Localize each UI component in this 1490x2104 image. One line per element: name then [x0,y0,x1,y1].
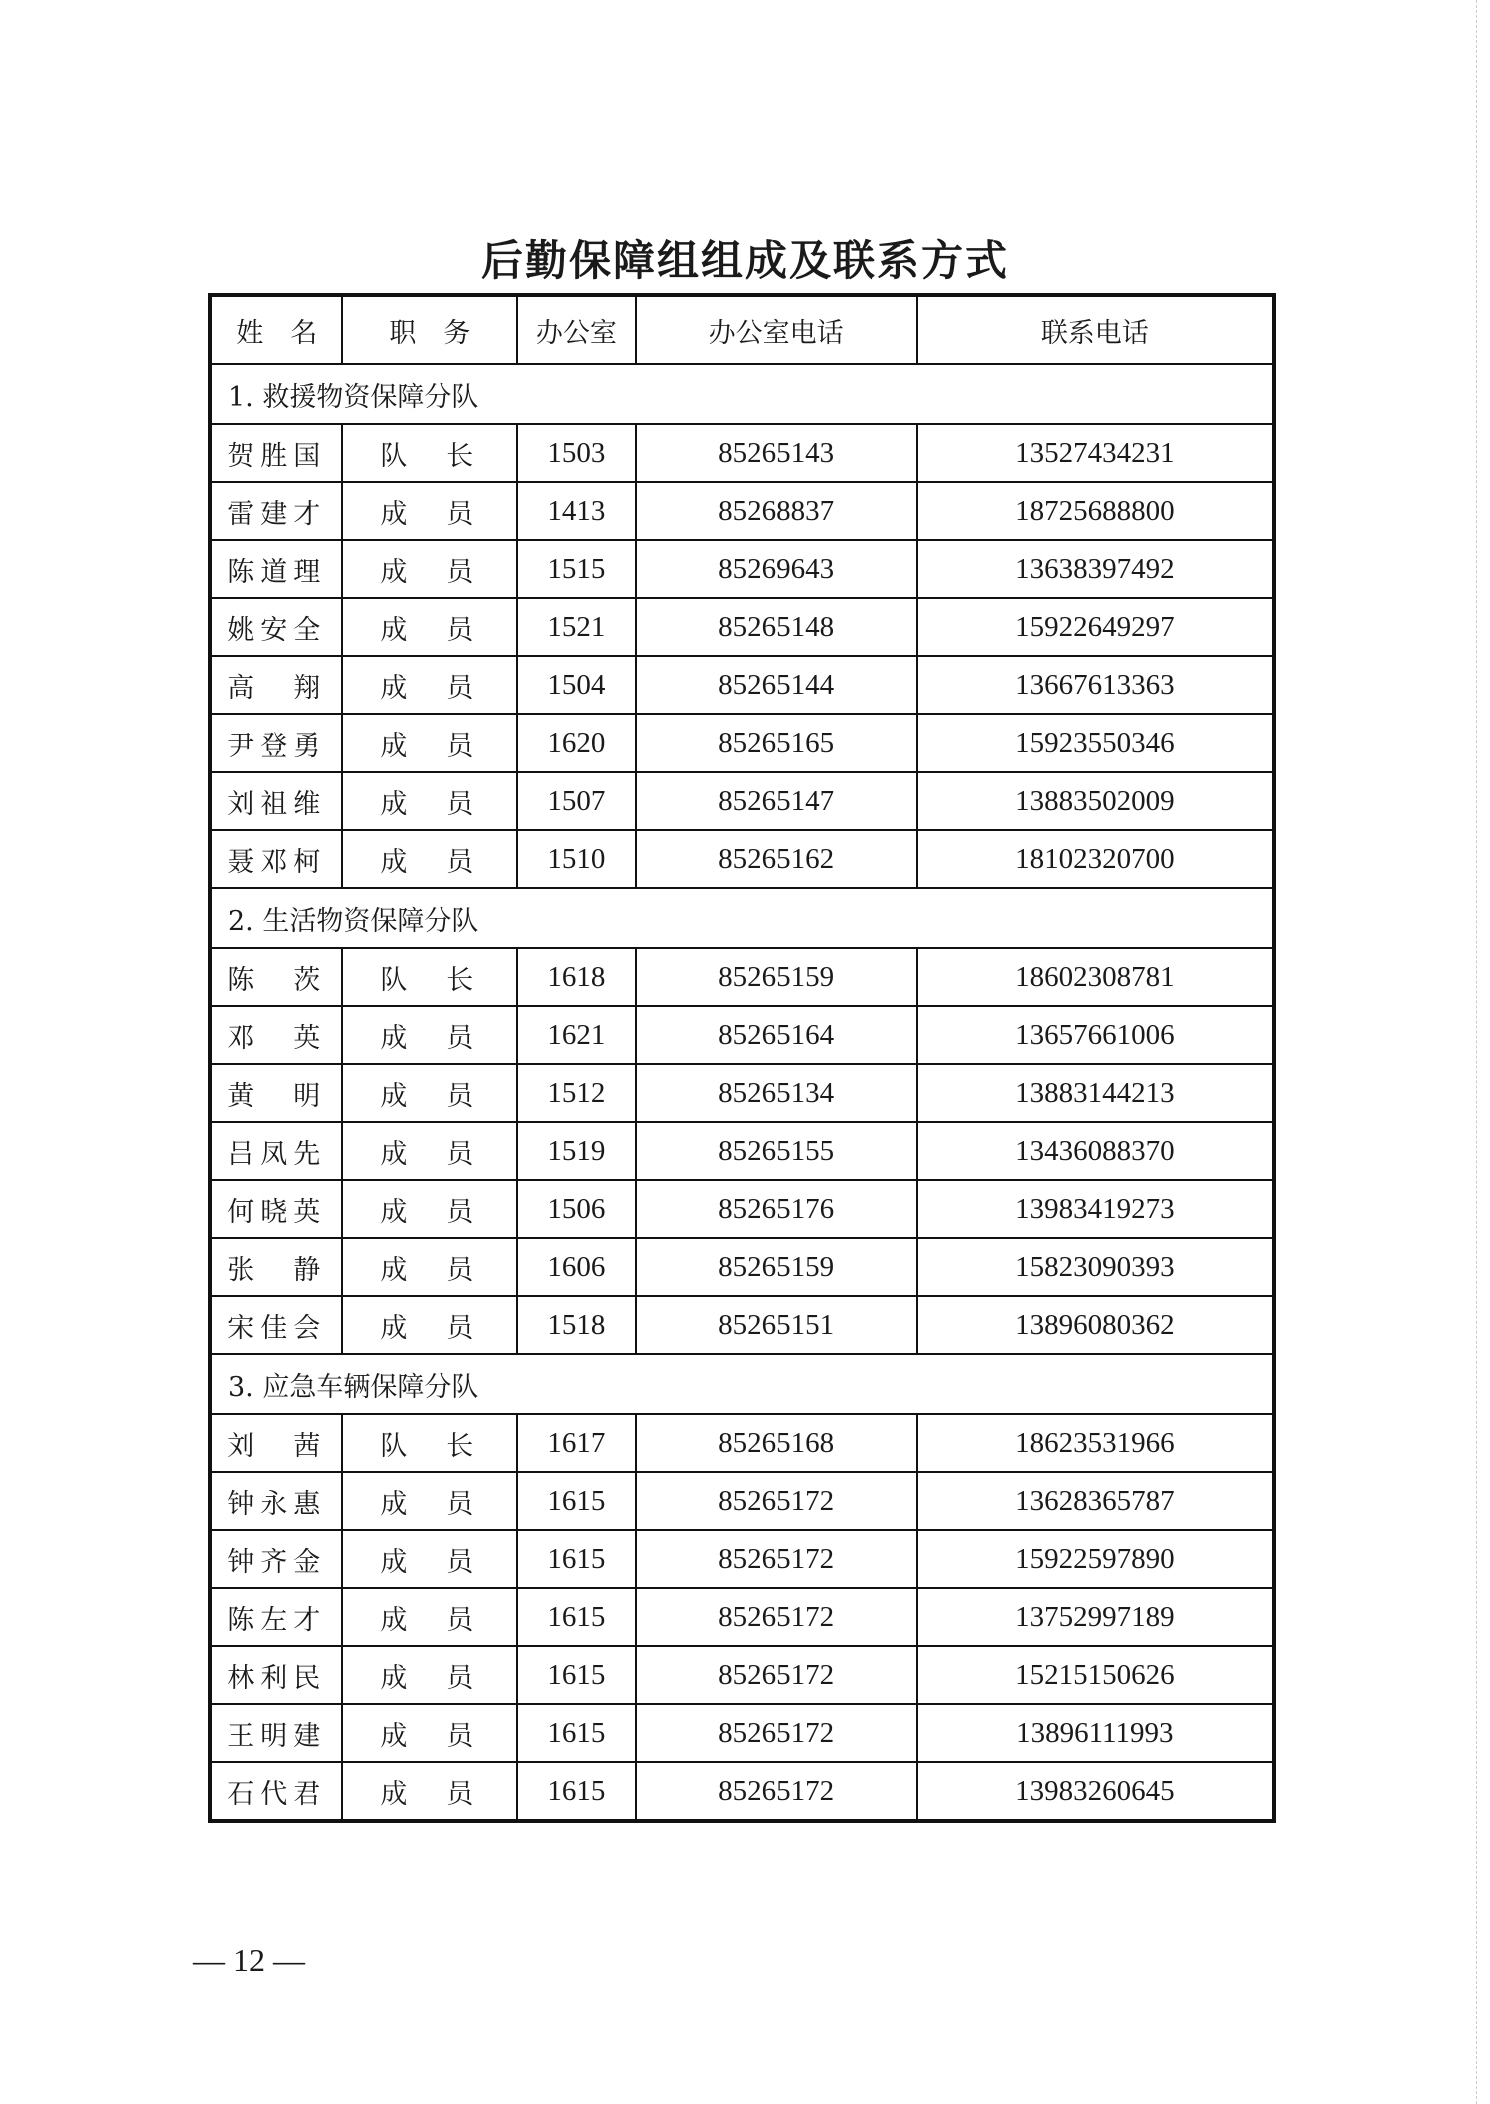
cell-office: 1621 [517,1006,635,1064]
column-header-contact-phone: 联系电话 [917,295,1274,364]
cell-office: 1515 [517,540,635,598]
column-header-position: 职 务 [342,295,517,364]
table-row [210,1414,1274,1472]
cell-office-phone: 85265159 [636,1238,917,1296]
cell-office: 1606 [517,1238,635,1296]
cell-contact-phone: 13638397492 [917,540,1274,598]
table-row [210,1238,1274,1296]
cell-position: 成 员 [342,1530,517,1588]
cell-office: 1510 [517,830,635,888]
cell-office-phone: 85265148 [636,598,917,656]
cell-name: 黄 明 [210,1064,342,1122]
cell-position: 成 员 [342,540,517,598]
cell-contact-phone: 15922649297 [917,598,1274,656]
cell-office: 1512 [517,1064,635,1122]
cell-name: 钟齐金 [210,1530,342,1588]
table-row [210,656,1274,714]
section-header-row [210,888,1274,948]
column-header-name: 姓 名 [210,295,342,364]
cell-name: 刘 茜 [210,1414,342,1472]
page-title: 后勤保障组组成及联系方式 [480,236,1009,285]
cell-office-phone: 85265172 [636,1704,917,1762]
cell-contact-phone: 13527434231 [917,424,1274,482]
cell-name: 贺胜国 [210,424,342,482]
cell-office: 1507 [517,772,635,830]
cell-contact-phone: 13436088370 [917,1122,1274,1180]
cell-contact-phone: 13752997189 [917,1588,1274,1646]
cell-office: 1519 [517,1122,635,1180]
cell-office-phone: 85265134 [636,1064,917,1122]
cell-office: 1615 [517,1704,635,1762]
section-header-row [210,364,1274,424]
cell-contact-phone: 13983419273 [917,1180,1274,1238]
cell-position: 成 员 [342,830,517,888]
cell-office-phone: 85265147 [636,772,917,830]
cell-office: 1615 [517,1530,635,1588]
table-row [210,482,1274,540]
table-row [210,1588,1274,1646]
table-row [210,1646,1274,1704]
cell-name: 聂邓柯 [210,830,342,888]
cell-contact-phone: 13667613363 [917,656,1274,714]
cell-contact-phone: 13883144213 [917,1064,1274,1122]
cell-position: 队 长 [342,1414,517,1472]
cell-contact-phone: 13883502009 [917,772,1274,830]
cell-contact-phone: 18623531966 [917,1414,1274,1472]
cell-contact-phone: 18102320700 [917,830,1274,888]
cell-position: 成 员 [342,1762,517,1821]
cell-office: 1617 [517,1414,635,1472]
cell-office-phone: 85265164 [636,1006,917,1064]
cell-contact-phone: 13896080362 [917,1296,1274,1354]
cell-name: 高 翔 [210,656,342,714]
cell-office: 1413 [517,482,635,540]
cell-office-phone: 85265143 [636,424,917,482]
cell-position: 成 员 [342,1646,517,1704]
cell-office: 1620 [517,714,635,772]
cell-name: 邓 英 [210,1006,342,1064]
cell-name: 何晓英 [210,1180,342,1238]
cell-position: 成 员 [342,1122,517,1180]
table-row [210,1296,1274,1354]
cell-position: 队 长 [342,424,517,482]
cell-office-phone: 85265159 [636,948,917,1006]
cell-office-phone: 85265162 [636,830,917,888]
cell-name: 姚安全 [210,598,342,656]
cell-office: 1615 [517,1588,635,1646]
cell-office: 1504 [517,656,635,714]
table-row [210,1006,1274,1064]
cell-position: 成 员 [342,1296,517,1354]
table-row [210,540,1274,598]
cell-position: 成 员 [342,1472,517,1530]
table-row [210,1064,1274,1122]
cell-position: 成 员 [342,1180,517,1238]
cell-office-phone: 85265172 [636,1646,917,1704]
table-row [210,1704,1274,1762]
cell-position: 成 员 [342,1064,517,1122]
cell-name: 林利民 [210,1646,342,1704]
section-label: 1. 救援物资保障分队 [210,364,1274,424]
table-row [210,1472,1274,1530]
cell-office: 1521 [517,598,635,656]
section-header-row [210,1354,1274,1414]
table-row [210,424,1274,482]
contact-table-body [210,295,1274,1821]
cell-contact-phone: 13657661006 [917,1006,1274,1064]
cell-office: 1615 [517,1762,635,1821]
cell-position: 成 员 [342,482,517,540]
table-row [210,1530,1274,1588]
table-row [210,1180,1274,1238]
cell-name: 张 静 [210,1238,342,1296]
cell-position: 队 长 [342,948,517,1006]
column-header-office: 办公室 [517,295,635,364]
cell-office-phone: 85265172 [636,1762,917,1821]
page-number: — 12 — [193,1942,305,1978]
cell-office: 1518 [517,1296,635,1354]
cell-office-phone: 85265176 [636,1180,917,1238]
cell-name: 钟永惠 [210,1472,342,1530]
cell-name: 尹登勇 [210,714,342,772]
cell-name: 陈道理 [210,540,342,598]
cell-position: 成 员 [342,1704,517,1762]
cell-name: 王明建 [210,1704,342,1762]
cell-name: 宋佳会 [210,1296,342,1354]
cell-contact-phone: 15823090393 [917,1238,1274,1296]
cell-position: 成 员 [342,772,517,830]
cell-office: 1618 [517,948,635,1006]
contact-table [208,293,1276,1823]
cell-contact-phone: 15923550346 [917,714,1274,772]
cell-office-phone: 85265144 [636,656,917,714]
table-row [210,830,1274,888]
cell-office-phone: 85265168 [636,1414,917,1472]
cell-office: 1503 [517,424,635,482]
cell-office-phone: 85265165 [636,714,917,772]
cell-position: 成 员 [342,1588,517,1646]
cell-position: 成 员 [342,598,517,656]
cell-contact-phone: 13983260645 [917,1762,1274,1821]
scan-margin-line [1476,0,1478,2104]
cell-position: 成 员 [342,656,517,714]
table-row [210,948,1274,1006]
cell-position: 成 员 [342,1238,517,1296]
cell-office-phone: 85265172 [636,1588,917,1646]
cell-name: 雷建才 [210,482,342,540]
column-header-office-phone: 办公室电话 [636,295,917,364]
cell-name: 刘祖维 [210,772,342,830]
cell-office: 1615 [517,1472,635,1530]
cell-name: 吕凤先 [210,1122,342,1180]
cell-office-phone: 85268837 [636,482,917,540]
cell-office: 1615 [517,1646,635,1704]
table-row [210,1762,1274,1821]
cell-office-phone: 85265172 [636,1472,917,1530]
cell-contact-phone: 18725688800 [917,482,1274,540]
cell-position: 成 员 [342,1006,517,1064]
cell-contact-phone: 18602308781 [917,948,1274,1006]
section-label: 3. 应急车辆保障分队 [210,1354,1274,1414]
cell-contact-phone: 13628365787 [917,1472,1274,1530]
table-row [210,1122,1274,1180]
cell-office-phone: 85265172 [636,1530,917,1588]
cell-office-phone: 85265155 [636,1122,917,1180]
cell-office: 1506 [517,1180,635,1238]
cell-name: 石代君 [210,1762,342,1821]
table-row [210,772,1274,830]
cell-contact-phone: 15922597890 [917,1530,1274,1588]
table-row [210,598,1274,656]
cell-office-phone: 85269643 [636,540,917,598]
cell-contact-phone: 13896111993 [917,1704,1274,1762]
cell-name: 陈 茨 [210,948,342,1006]
table-row [210,714,1274,772]
cell-contact-phone: 15215150626 [917,1646,1274,1704]
cell-office-phone: 85265151 [636,1296,917,1354]
cell-position: 成 员 [342,714,517,772]
cell-name: 陈左才 [210,1588,342,1646]
table-header-row [210,295,1274,364]
section-label: 2. 生活物资保障分队 [210,888,1274,948]
